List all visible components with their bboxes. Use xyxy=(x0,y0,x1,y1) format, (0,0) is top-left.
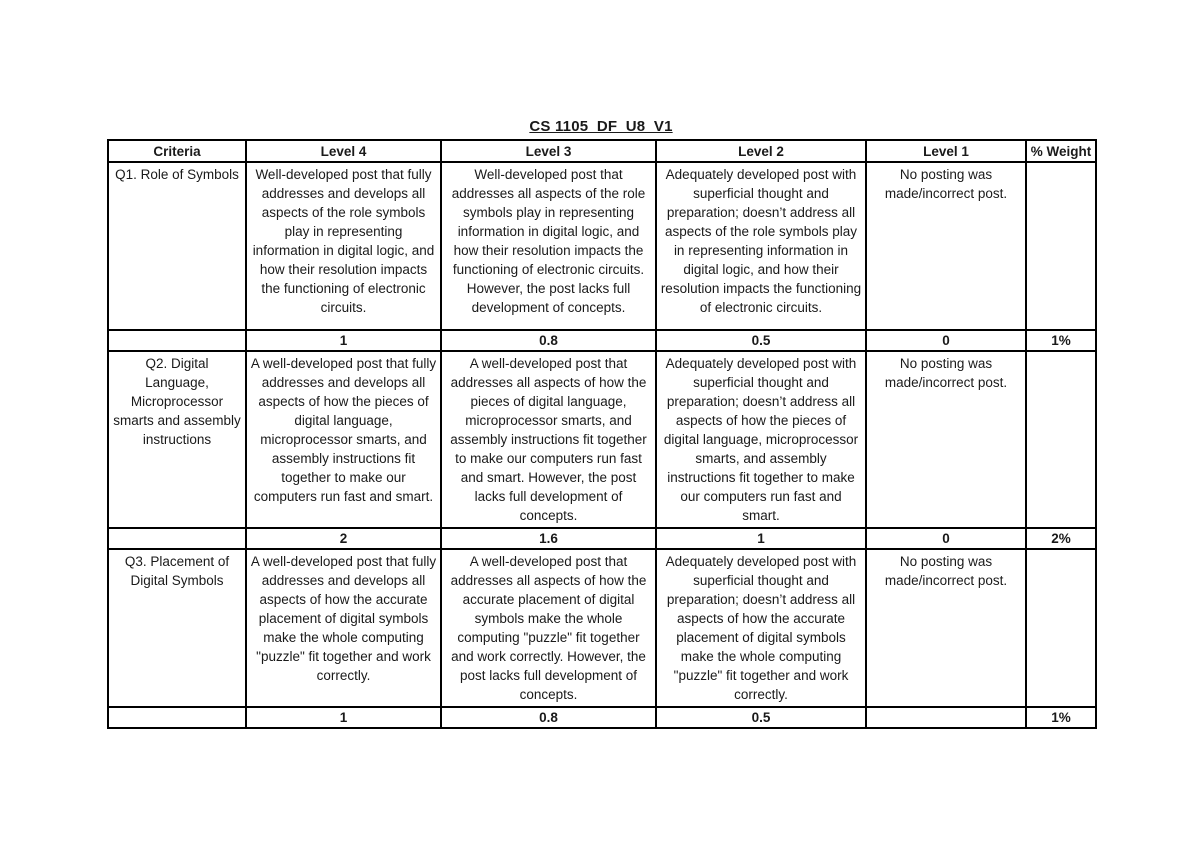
table-row-q1 xyxy=(108,162,1096,330)
column-header-criteria: Criteria xyxy=(108,140,246,162)
points-cell-empty xyxy=(108,528,246,549)
points-row-q1 xyxy=(108,330,1096,351)
weight-cell-empty xyxy=(1026,549,1096,707)
points-cell: 2 xyxy=(246,528,441,549)
level2-cell: Adequately developed post with superficial thought and preparation; doesn’t address all aspects of how the pieces of digital language, microprocessor smarts, and assembly instructions fit together to make our computers run fast and smart. xyxy=(656,351,866,528)
points-cell: 1 xyxy=(656,528,866,549)
weight-cell-empty xyxy=(1026,162,1096,330)
points-cell: 1 xyxy=(246,707,441,728)
column-header-weight: % Weight xyxy=(1026,140,1096,162)
level2-cell: Adequately developed post with superficial thought and preparation; doesn’t address all aspects of how the accurate placement of digital symbols make the whole computing "puzzle" fit together and work correctly. xyxy=(656,549,866,707)
criteria-cell: Q1. Role of Symbols xyxy=(108,162,246,330)
level4-cell: Well-developed post that fully addresses and develops all aspects of the role symbols play in representing information in digital logic, and how their resolution impacts the functioning of electronic circuits. xyxy=(246,162,441,330)
rubric-document xyxy=(107,118,1095,729)
points-cell xyxy=(866,707,1026,728)
level3-cell: A well-developed post that addresses all aspects of how the accurate placement of digital symbols make the whole computing "puzzle" fit together and work correctly. However, the post lacks full development of concepts. xyxy=(441,549,656,707)
level1-cell: No posting was made/incorrect post. xyxy=(866,351,1026,528)
column-header-level3: Level 3 xyxy=(441,140,656,162)
points-cell: 0 xyxy=(866,330,1026,351)
level3-cell: Well-developed post that addresses all aspects of the role symbols play in representing information in digital logic, and how their resolution impacts the functioning of electronic circuits. However, the post lacks full development of concepts. xyxy=(441,162,656,330)
weight-cell: 2% xyxy=(1026,528,1096,549)
page-title: CS 1105_DF_U8_V1 xyxy=(529,118,673,135)
level1-cell: No posting was made/incorrect post. xyxy=(866,549,1026,707)
rubric-table xyxy=(107,139,1097,729)
level3-cell: A well-developed post that addresses all aspects of how the pieces of digital language, microprocessor smarts, and assembly instructions fit together to make our computers run fast and smart. However, the post lacks full development of concepts. xyxy=(441,351,656,528)
level2-cell: Adequately developed post with superficial thought and preparation; doesn’t address all aspects of the role symbols play in representing information in digital logic, and how their resolution impacts the functioning of electronic circuits. xyxy=(656,162,866,330)
points-cell: 0 xyxy=(866,528,1026,549)
points-cell: 1 xyxy=(246,330,441,351)
table-row-q3 xyxy=(108,549,1096,707)
points-cell: 0.5 xyxy=(656,707,866,728)
points-cell: 1.6 xyxy=(441,528,656,549)
points-row-q3 xyxy=(108,707,1096,728)
points-cell: 0.5 xyxy=(656,330,866,351)
points-cell-empty xyxy=(108,330,246,351)
points-cell-empty xyxy=(108,707,246,728)
column-header-level1: Level 1 xyxy=(866,140,1026,162)
criteria-cell: Q3. Placement of Digital Symbols xyxy=(108,549,246,707)
weight-cell-empty xyxy=(1026,351,1096,528)
weight-cell: 1% xyxy=(1026,707,1096,728)
level4-cell: A well-developed post that fully addresses and develops all aspects of how the accurate placement of digital symbols make the whole computing "puzzle" fit together and work correctly. xyxy=(246,549,441,707)
points-cell: 0.8 xyxy=(441,707,656,728)
level4-cell: A well-developed post that fully addresses and develops all aspects of how the pieces of digital language, microprocessor smarts, and assembly instructions fit together to make our computers run fast and smart. xyxy=(246,351,441,528)
criteria-cell: Q2. Digital Language, Microprocessor smarts and assembly instructions xyxy=(108,351,246,528)
weight-cell: 1% xyxy=(1026,330,1096,351)
column-header-level2: Level 2 xyxy=(656,140,866,162)
column-header-level4: Level 4 xyxy=(246,140,441,162)
table-row-q2 xyxy=(108,351,1096,528)
header-row xyxy=(108,140,1096,162)
points-cell: 0.8 xyxy=(441,330,656,351)
points-row-q2 xyxy=(108,528,1096,549)
level1-cell: No posting was made/incorrect post. xyxy=(866,162,1026,330)
